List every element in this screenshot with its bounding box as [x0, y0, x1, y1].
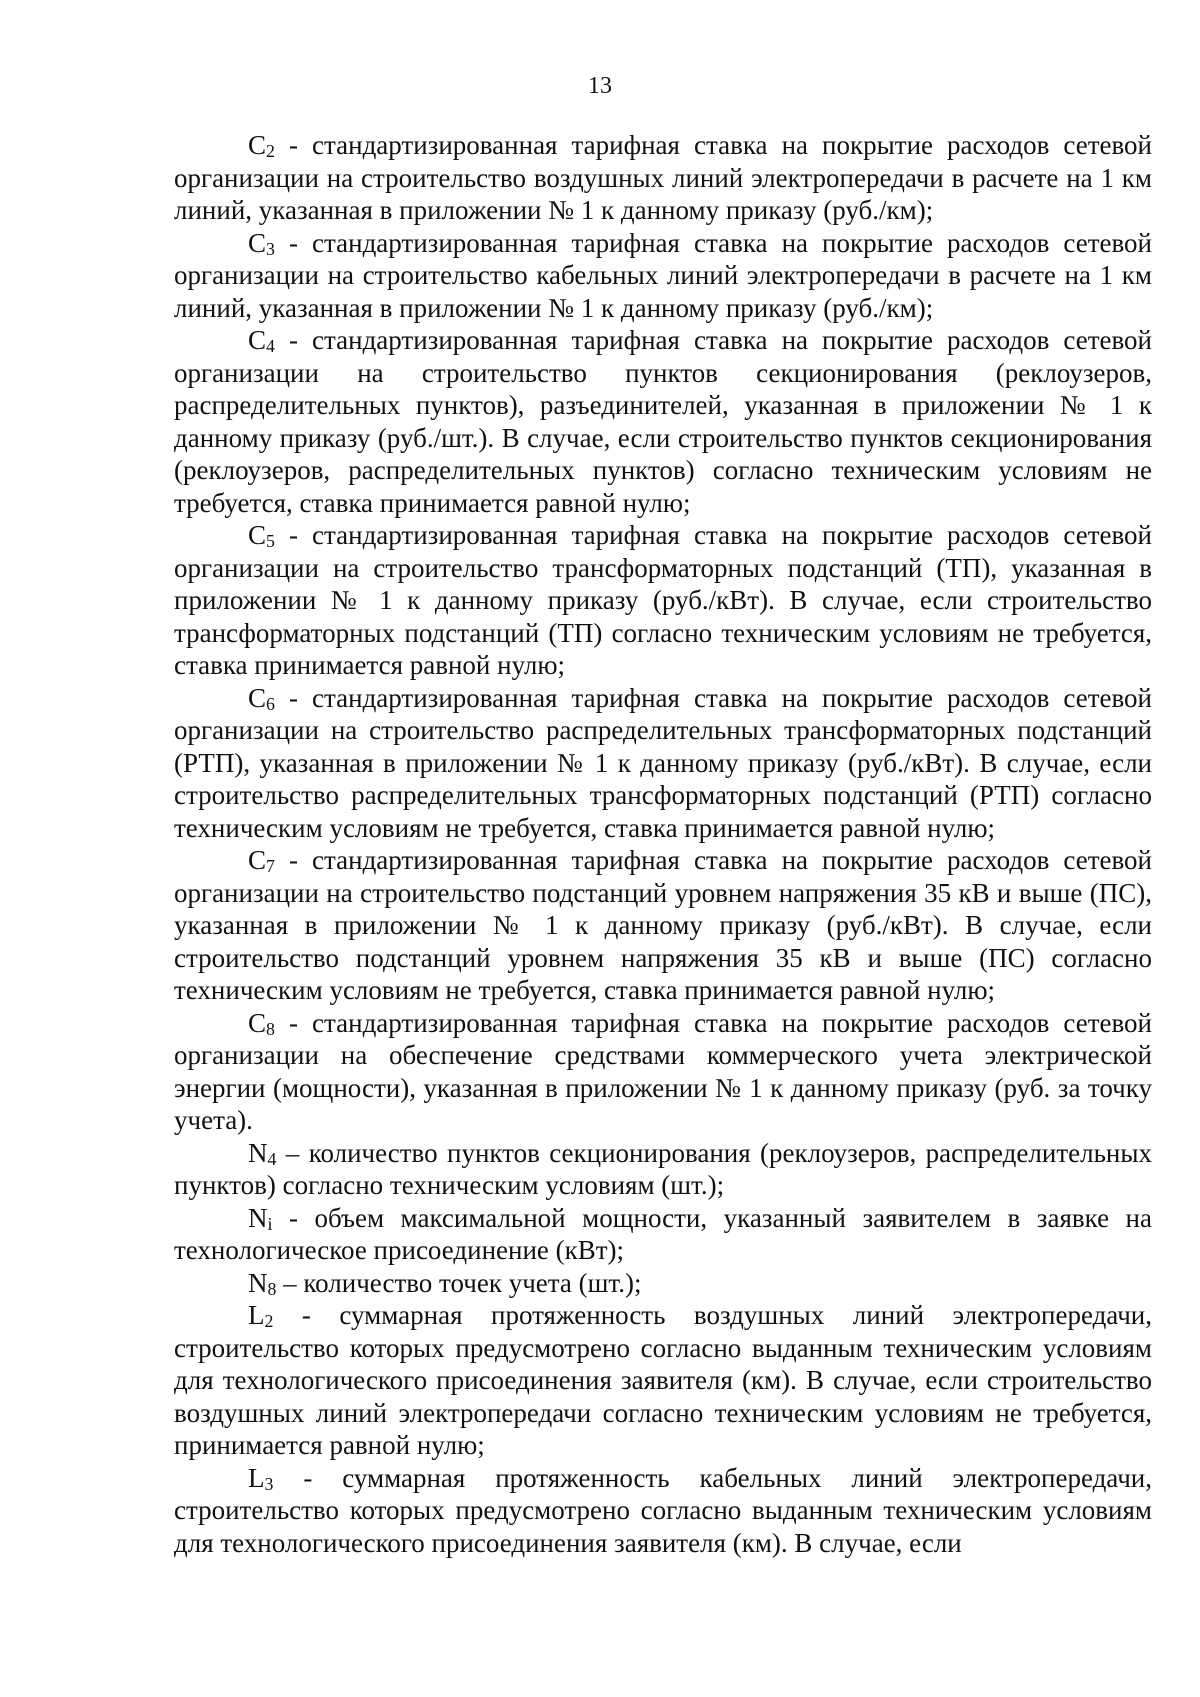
paragraph-ni: [174, 1202, 1152, 1267]
paragraph-c7: [174, 844, 1152, 1007]
page-number: 13: [588, 73, 612, 99]
symbol: $C_7$: [248, 845, 275, 877]
paragraph-c5: [174, 519, 1152, 682]
paragraph-text: - стандартизированная тарифная ставка на покрытие расходов сетевой организации на строительство трансформаторных подстанций (ТП), указанная в приложении № 1 к данному приказу (руб./кВт). В случае, если строительство трансформаторных подстанций (ТП) согласно техническим условиям не требуется, ставка принимается равной нулю;: [174, 520, 1152, 680]
paragraph-text: - объем максимальной мощности, указанный заявителем в заявке на технологическое присоединение (кВт);: [174, 1202, 1152, 1265]
symbol: $C_8$: [248, 1007, 275, 1039]
symbol: $C_3$: [248, 227, 275, 259]
paragraph-c8: [174, 1007, 1152, 1137]
symbol: $L_3$: [248, 1462, 274, 1494]
symbol: $C_2$: [248, 130, 275, 162]
paragraph-text: - стандартизированная тарифная ставка на покрытие расходов сетевой организации на строительство распределительных трансформаторных подстанций (РТП), указанная в приложении № 1 к данному приказу (руб./кВт). В случае, если строительство распределительных трансформаторных подстанций (РТП) согласно техническим условиям не требуется, ставка принимается равной нулю;: [174, 682, 1152, 843]
symbol: $N_i$: [248, 1202, 273, 1234]
paragraph-c6: [174, 682, 1152, 845]
document-body: [174, 129, 1152, 1559]
paragraph-text: - стандартизированная тарифная ставка на покрытие расходов сетевой организации на обеспечение средствами коммерческого учета электрической энергии (мощности), указанная в приложении № 1 к данному приказу (руб. за точку учета).: [174, 1007, 1152, 1135]
paragraph-text: - суммарная протяженность кабельных линий электропередачи, строительство которых предусмотрено согласно выданным техническим условиям для технологического присоединения заявителя (км). В случае, если: [174, 1462, 1152, 1558]
symbol: $C_6$: [248, 682, 275, 714]
paragraph-text: - стандартизированная тарифная ставка на покрытие расходов сетевой организации на строительство воздушных линий электропередачи в расчете на 1 км линий, указанная в приложении № 1 к данному приказу (руб./км);: [174, 130, 1152, 225]
paragraph-c2: [174, 129, 1152, 227]
paragraph-n8: [174, 1267, 1152, 1300]
paragraph-text: – количество пунктов секционирования (реклоузеров, распределительных пунктов) согласно техническим условиям (шт.);: [174, 1137, 1152, 1200]
paragraph-text: - стандартизированная тарифная ставка на покрытие расходов сетевой организации на строительство кабельных линий электропередачи в расчете на 1 км линий, указанная в приложении № 1 к данному приказу (руб./км);: [174, 227, 1152, 323]
symbol: $L_2$: [248, 1300, 274, 1332]
paragraph-text: - стандартизированная тарифная ставка на покрытие расходов сетевой организации на строительство пунктов секционирования (реклоузеров, распределительных пунктов), разъединителей, указанная в приложении № 1 к данному приказу (руб./шт.). В случае, если строительство пунктов секционирования (реклоузеров, распределительных пунктов) согласно техническим условиям не требуется, ставка принимается равной нулю;: [174, 325, 1152, 518]
paragraph-text: - суммарная протяженность воздушных линий электропередачи, строительство которых предусмотрено согласно выданным техническим условиям для технологического присоединения заявителя (км). В случае, если строительство воздушных линий электропередачи согласно техническим условиям не требуется, принимается равной нулю;: [174, 1300, 1152, 1460]
paragraph-c4: [174, 324, 1152, 519]
paragraph-n4: [174, 1137, 1152, 1202]
symbol: $N_8$: [248, 1267, 277, 1299]
symbol: $C_4$: [248, 325, 275, 357]
paragraph-text: - стандартизированная тарифная ставка на покрытие расходов сетевой организации на строительство подстанций уровнем напряжения 35 кВ и выше (ПС), указанная в приложении № 1 к данному приказу (руб./кВт). В случае, если строительство подстанций уровнем напряжения 35 кВ и выше (ПС) согласно техническим условиям не требуется, ставка принимается равной нулю;: [174, 845, 1152, 1005]
paragraph-l2: [174, 1299, 1152, 1462]
paragraph-l3: [174, 1462, 1152, 1560]
paragraph-c3: [174, 227, 1152, 325]
paragraph-text: – количество точек учета (шт.);: [276, 1267, 642, 1298]
symbol: $N_4$: [248, 1137, 277, 1169]
symbol: $C_5$: [248, 520, 275, 552]
